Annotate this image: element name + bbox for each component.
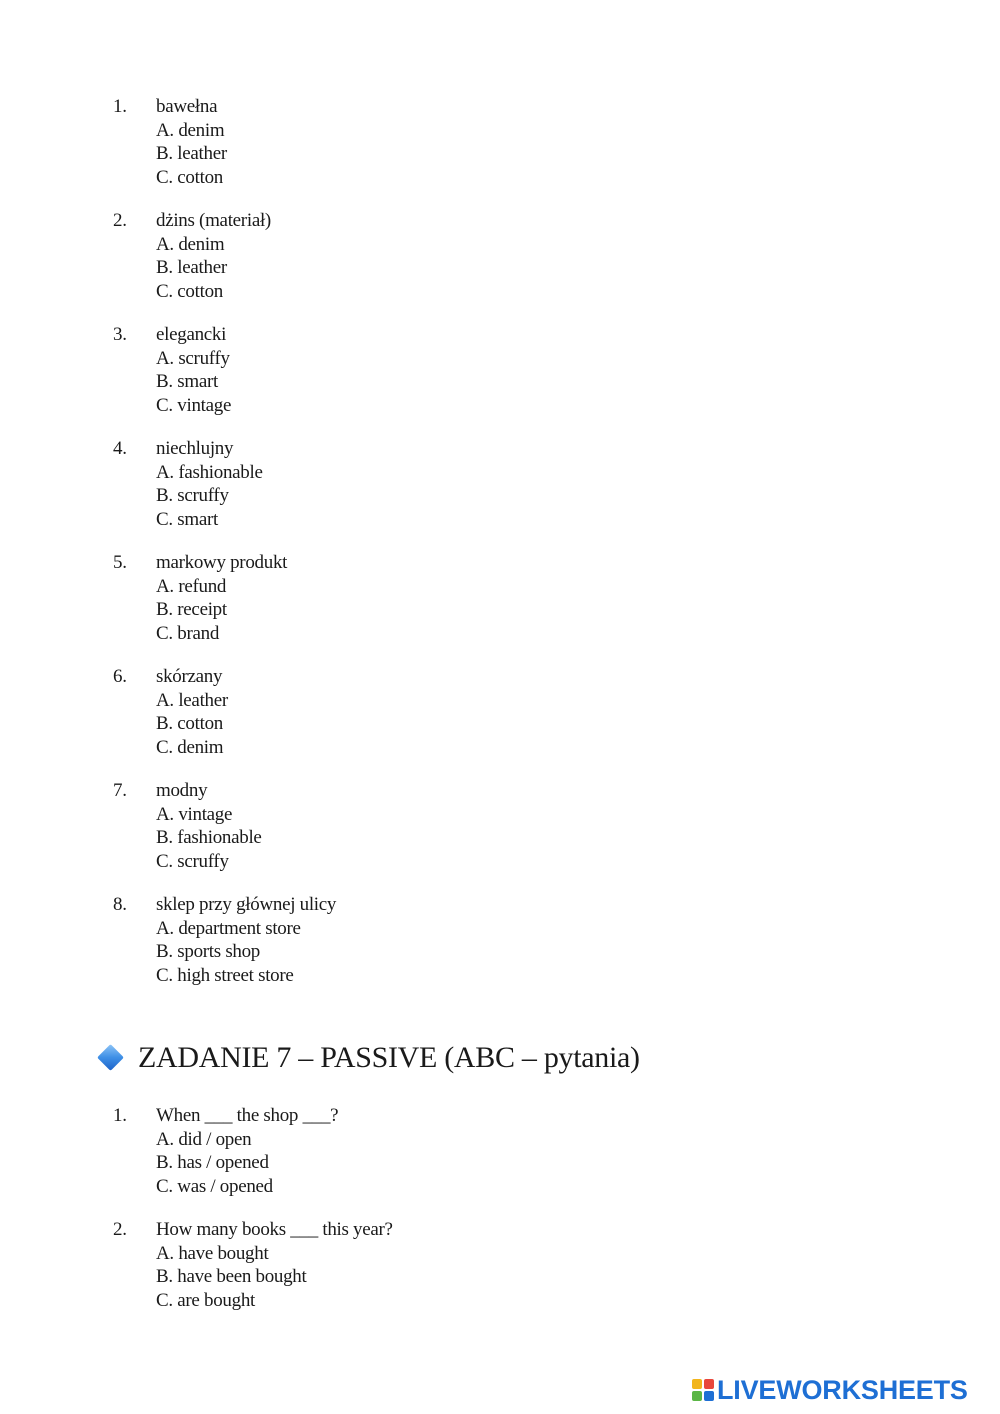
blue-diamond-icon — [97, 1044, 124, 1071]
answer-option-b[interactable]: B. has / opened — [156, 1152, 269, 1174]
answer-option-a[interactable]: A. refund — [156, 575, 227, 597]
answer-option-c[interactable]: C. cotton — [156, 166, 223, 188]
question-item — [0, 893, 1000, 993]
question-item — [0, 323, 1000, 423]
section-title: ZADANIE 7 – PASSIVE (ABC – pytania) — [138, 1041, 640, 1074]
answer-option-b[interactable]: B. leather — [156, 143, 227, 165]
question-item — [0, 209, 1000, 309]
answer-option-a[interactable]: A. vintage — [156, 803, 233, 825]
question-item — [0, 551, 1000, 651]
question-number: 8. — [113, 894, 127, 915]
question-prompt: How many books ___ this year? — [156, 1219, 393, 1240]
answer-option-c[interactable]: C. high street store — [156, 964, 294, 986]
question-number: 6. — [113, 666, 127, 687]
answer-option-c[interactable]: C. vintage — [156, 394, 232, 416]
answer-option-c[interactable]: C. scruffy — [156, 850, 229, 872]
question-number: 4. — [113, 438, 127, 459]
answer-option-c[interactable]: C. are bought — [156, 1289, 255, 1311]
answer-option-b[interactable]: B. smart — [156, 371, 218, 393]
answer-option-c[interactable]: C. brand — [156, 622, 220, 644]
answer-option-a[interactable]: A. scruffy — [156, 347, 230, 369]
answer-option-a[interactable]: A. department store — [156, 917, 301, 939]
liveworksheets-mark-icon — [692, 1379, 714, 1401]
question-number: 1. — [113, 1105, 127, 1126]
question-prompt: markowy produkt — [156, 552, 288, 573]
question-prompt: skórzany — [156, 666, 223, 687]
question-prompt: elegancki — [156, 324, 227, 345]
answer-option-b[interactable]: B. receipt — [156, 599, 227, 621]
answer-option-a[interactable]: A. denim — [156, 233, 225, 255]
answer-option-c[interactable]: C. smart — [156, 508, 218, 530]
answer-option-b[interactable]: B. fashionable — [156, 827, 262, 849]
question-prompt: modny — [156, 780, 208, 801]
question-item — [0, 665, 1000, 765]
question-number: 2. — [113, 1219, 127, 1240]
answer-option-c[interactable]: C. cotton — [156, 280, 223, 302]
question-number: 2. — [113, 210, 127, 231]
answer-option-b[interactable]: B. cotton — [156, 713, 223, 735]
answer-option-a[interactable]: A. fashionable — [156, 461, 263, 483]
answer-option-a[interactable]: A. have bought — [156, 1242, 269, 1264]
answer-option-a[interactable]: A. did / open — [156, 1128, 252, 1150]
question-prompt: niechlujny — [156, 438, 234, 459]
answer-option-b[interactable]: B. have been bought — [156, 1266, 307, 1288]
answer-option-c[interactable]: C. was / opened — [156, 1175, 273, 1197]
question-prompt: dżins (materiał) — [156, 210, 271, 231]
answer-option-b[interactable]: B. scruffy — [156, 485, 229, 507]
question-item — [0, 1218, 1000, 1318]
question-number: 3. — [113, 324, 127, 345]
answer-option-b[interactable]: B. sports shop — [156, 941, 261, 963]
question-prompt: When ___ the shop ___? — [156, 1105, 339, 1126]
question-number: 5. — [113, 552, 127, 573]
answer-option-a[interactable]: A. leather — [156, 689, 228, 711]
question-item — [0, 1104, 1000, 1204]
answer-option-c[interactable]: C. denim — [156, 736, 224, 758]
question-item — [0, 95, 1000, 195]
question-item — [0, 437, 1000, 537]
answer-option-a[interactable]: A. denim — [156, 119, 225, 141]
question-number: 1. — [113, 96, 127, 117]
logo-wordmark: LIVEWORKSHEETS — [717, 1375, 968, 1405]
answer-option-b[interactable]: B. leather — [156, 257, 227, 279]
question-item — [0, 779, 1000, 879]
question-prompt: bawełna — [156, 96, 218, 117]
question-number: 7. — [113, 780, 127, 801]
question-prompt: sklep przy głównej ulicy — [156, 894, 337, 915]
